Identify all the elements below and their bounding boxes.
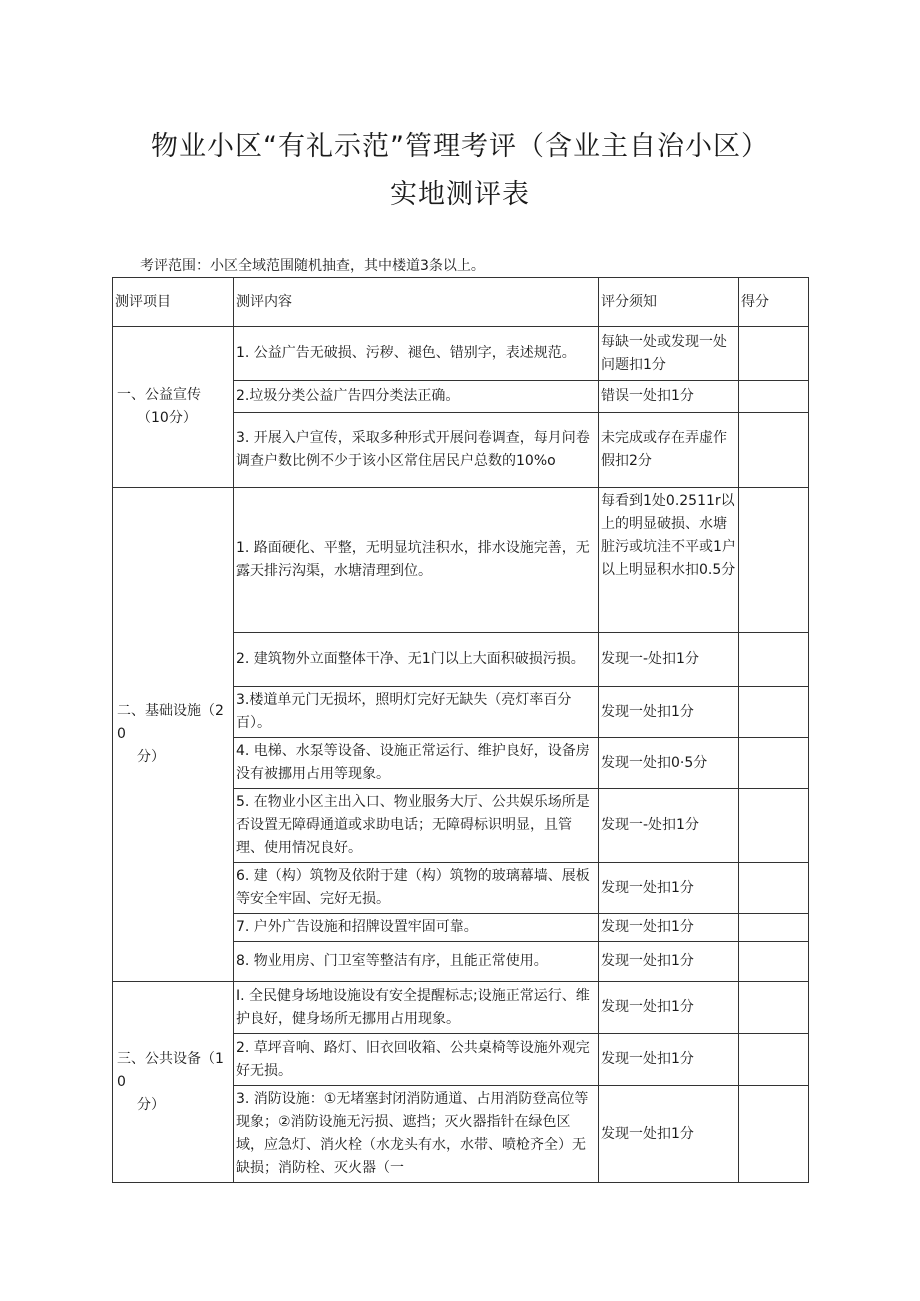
category-cell [113, 982, 234, 1183]
header-score: 得分 [739, 278, 809, 327]
category-name: 三、公共设备（10 [117, 1050, 224, 1090]
rule-cell: 发现一处扣1分 [599, 914, 739, 942]
rule-cell: 发现一处扣1分 [599, 687, 739, 738]
score-cell[interactable] [739, 942, 809, 982]
rule-cell: 发现一-处扣1分 [599, 633, 739, 687]
content-cell: 1. 公益广告无破损、污秽、褪色、错别字，表述规范。 [234, 327, 599, 381]
rule-cell: 每看到1处0.2511r以上的明显破损、水塘脏污或坑洼不平或1户以上明显积水扣0.5分 [599, 488, 739, 633]
category-points: 分） [137, 749, 165, 765]
content-cell: 2.垃圾分类公益广告四分类法正确。 [234, 381, 599, 413]
category-cell [113, 327, 234, 488]
score-cell[interactable] [739, 1034, 809, 1086]
page-subtitle: 实地测评表 [390, 179, 530, 210]
rule-cell: 发现一处扣1分 [599, 942, 739, 982]
rule-cell: 每缺一处或发现一处问题扣1分 [599, 327, 739, 381]
score-cell[interactable] [739, 914, 809, 942]
content-cell: 3. 开展入户宣传，采取多种形式开展问卷调查，每月问卷调查户数比例不少于该小区常住居民户总数的10%o [234, 413, 599, 488]
evaluation-table [112, 277, 809, 1183]
rule-cell: 发现一处扣0·5分 [599, 738, 739, 789]
score-cell[interactable] [739, 381, 809, 413]
content-cell: 2. 草坪音响、路灯、旧衣回收箱、公共桌椅等设施外观完好无损。 [234, 1034, 599, 1086]
table-row [113, 982, 809, 1034]
page-title: 物业小区“有礼示范”管理考评（含业主自治小区） [151, 131, 769, 162]
category-points: （10分） [137, 410, 197, 426]
header-rule: 评分须知 [599, 278, 739, 327]
category-points: 分） [137, 1096, 165, 1113]
score-cell[interactable] [739, 738, 809, 789]
content-cell: 7. 户外广告设施和招牌设置牢固可靠。 [234, 914, 599, 942]
rule-cell: 发现一-处扣1分 [599, 789, 739, 863]
rule-cell: 错误一处扣1分 [599, 381, 739, 413]
content-cell: 5. 在物业小区主出入口、物业服务大厅、公共娱乐场所是否设置无障碍通道或求助电话；无障碍标识明显，且管理、使用情况良好。 [234, 789, 599, 863]
score-cell[interactable] [739, 789, 809, 863]
content-cell: 3. 消防设施：①无堵塞封闭消防通道、占用消防登高位等现象；②消防设施无污损、遮挡；灭火器指针在绿色区域，应急灯、消火栓（水龙头有水，水带、喷枪齐全）无缺损；消防栓、灭火器（一 [234, 1086, 599, 1183]
score-cell[interactable] [739, 633, 809, 687]
table-header-row [113, 278, 809, 327]
rule-cell: 发现一处扣1分 [599, 1034, 739, 1086]
score-cell[interactable] [739, 327, 809, 381]
score-cell[interactable] [739, 413, 809, 488]
content-cell: 8. 物业用房、门卫室等整洁有序，且能正常使用。 [234, 942, 599, 982]
content-cell: I. 全民健身场地设施设有安全提醒标志;设施正常运行、维护良好，健身场所无挪用占用现象。 [234, 982, 599, 1034]
content-cell: 3.楼道单元门无损坏，照明灯完好无缺失（亮灯率百分百）。 [234, 687, 599, 738]
category-name: 二、基础设施（20 [117, 703, 224, 742]
content-cell: 6. 建（构）筑物及依附于建（构）筑物的玻璃幕墙、展板等安全牢固、完好无损。 [234, 863, 599, 914]
evaluation-scope: 考评范围：小区全域范围随机抽查，其中楼道3条以上。 [140, 258, 485, 274]
rule-cell: 未完成或存在弄虚作假扣2分 [599, 413, 739, 488]
content-cell: 4. 电梯、水泵等设备、设施正常运行、维护良好，设备房没有被挪用占用等现象。 [234, 738, 599, 789]
rule-cell: 发现一处扣1分 [599, 1086, 739, 1183]
content-cell: 2. 建筑物外立面整体干净、无1门以上大面积破损污损。 [234, 633, 599, 687]
header-item: 测评项目 [113, 278, 234, 327]
score-cell[interactable] [739, 488, 809, 633]
score-cell[interactable] [739, 1086, 809, 1183]
score-cell[interactable] [739, 687, 809, 738]
score-cell[interactable] [739, 982, 809, 1034]
table-row [113, 327, 809, 381]
table-row [113, 488, 809, 633]
category-name: 一、公益宣传 [117, 387, 201, 403]
rule-cell: 发现一处扣1分 [599, 982, 739, 1034]
header-content: 测评内容 [234, 278, 599, 327]
content-cell: 1. 路面硬化、平整，无明显坑洼积水，排水设施完善，无露天排污沟渠，水塘清理到位。 [234, 488, 599, 633]
rule-cell: 发现一处扣1分 [599, 863, 739, 914]
score-cell[interactable] [739, 863, 809, 914]
category-cell [113, 488, 234, 982]
